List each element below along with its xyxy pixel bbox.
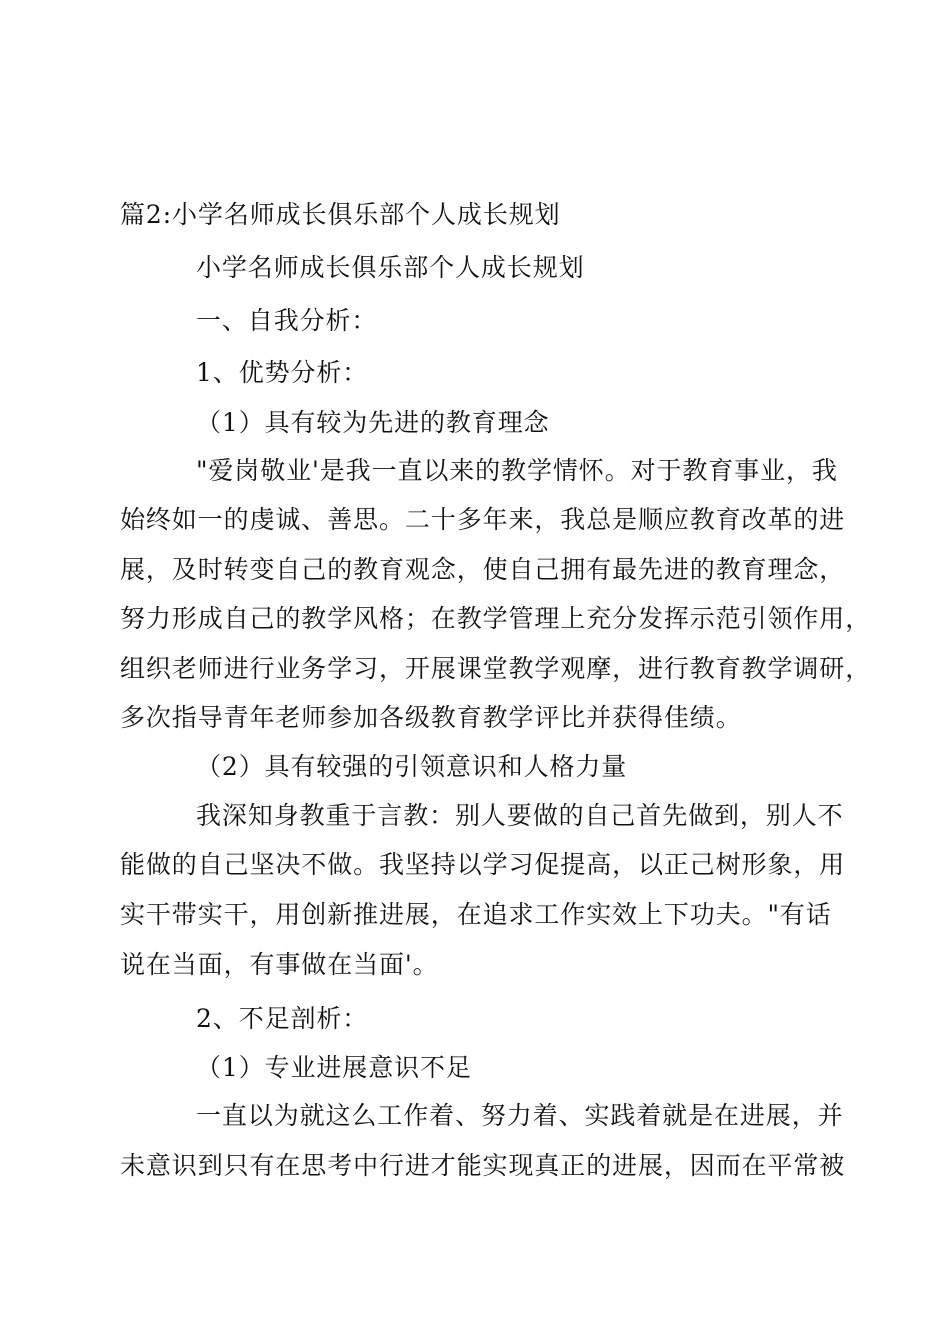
- section-heading: 篇2:小学名师成长俱乐部个人成长规划: [120, 200, 561, 229]
- paragraph-line: 展，及时转变自己的教育观念，使自己拥有最先进的教育理念，: [120, 555, 846, 584]
- document-title: 小学名师成长俱乐部个人成长规划: [196, 253, 585, 282]
- item-heading: （2）具有较强的引领意识和人格力量: [196, 752, 628, 781]
- paragraph-line: 说在当面，有事做在当面'。: [120, 950, 439, 979]
- subheading-weaknesses: 2、不足剖析：: [196, 1004, 369, 1033]
- item-heading: （1）具有较为先进的教育理念: [196, 408, 550, 437]
- paragraph-line: 一直以为就这么工作着、努力着、实践着就是在进展，并: [196, 1101, 844, 1130]
- subheading-strengths: 1、优势分析：: [196, 358, 369, 387]
- paragraph-line: 能做的自己坚决不做。我坚持以学习促提高，以正己树形象，用: [120, 850, 846, 879]
- paragraph-line: 实干带实干，用创新推进展，在追求工作实效上下功夫。"有话: [120, 900, 832, 929]
- paragraph-line: 未意识到只有在思考中行进才能实现真正的进展，因而在平常被: [120, 1151, 846, 1180]
- paragraph-line: 多次指导青年老师参加各级教育教学评比并获得佳绩。: [120, 703, 742, 732]
- paragraph-line: 努力形成自己的教学风格；在教学管理上充分发挥示范引领作用，: [120, 604, 872, 633]
- paragraph-line: 组织老师进行业务学习，开展课堂教学观摩，进行教育教学调研，: [120, 654, 872, 683]
- heading-self-analysis: 一、自我分析：: [196, 306, 378, 335]
- paragraph-line: 我深知身教重于言教：别人要做的自己首先做到，别人不: [196, 801, 844, 830]
- paragraph-line: 始终如一的虔诚、善思。二十多年来，我总是顺应教育改革的进: [120, 505, 846, 534]
- paragraph-line: "爱岗敬业'是我一直以来的教学情怀。对于教育事业，我: [196, 456, 838, 485]
- item-heading: （1）专业进展意识不足: [196, 1053, 472, 1082]
